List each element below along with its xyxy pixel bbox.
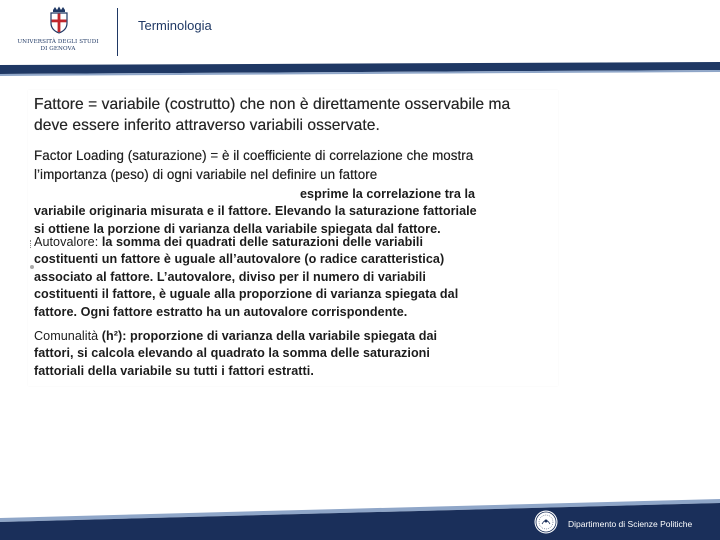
text-line: la somma dei quadrati delle saturazioni delle variabili (98, 235, 424, 249)
scan-artifact (30, 265, 34, 269)
text-line: costituenti il fattore, è uguale alla proporzione di varianza spiegata dal (34, 287, 459, 302)
text-line: fattore. Ogni fattore estratto ha un autovalore corrispondente. (34, 304, 408, 319)
university-name-line2: DI GENOVA (40, 46, 76, 52)
text-line: (h²): proporzione di varianza della variabile spiegata dai (98, 329, 438, 343)
text-line: variabile originaria misurata e il fattore. Elevando la saturazione fattoriale (34, 204, 477, 219)
header (0, 0, 720, 70)
text-line: esprime la correlazione tra la (300, 187, 476, 201)
university-logo (8, 6, 108, 60)
text-line: fattoriali della variabile su tutti i fattori estratti. (34, 363, 314, 378)
text-line: associato al fattore. L’autovalore, diviso per il numero di variabili (34, 269, 426, 284)
header-divider (117, 8, 118, 56)
university-name-line1: UNIVERSITÀ DEGLI STUDI (17, 39, 99, 45)
term-label: Comunalità (34, 329, 99, 343)
seal-icon (534, 510, 558, 534)
text-line: Factor Loading (saturazione) = è il coefficiente di correlazione che mostra (34, 148, 474, 163)
header-stripe (0, 62, 720, 78)
footer-stripe (0, 494, 720, 540)
definition-comunalita (34, 328, 554, 380)
footer (0, 494, 720, 540)
text-line: costituenti un fattore è uguale all’autovalore (o radice caratteristica) (34, 252, 445, 267)
text-line: l’importanza (peso) di ogni variabile nel definire un fattore (34, 167, 378, 182)
definition-correlation (34, 186, 554, 238)
text-line: si ottiene la porzione di varianza della variabile spiegata dal fattore. (34, 221, 441, 236)
department-name: Dipartimento di Scienze Politiche (568, 519, 693, 529)
page-title: Terminologia (138, 18, 212, 33)
definition-fattore (34, 94, 554, 136)
text-line: Fattore = variabile (costrutto) che non è direttamente osservabile ma (34, 96, 511, 113)
scan-artifact (30, 240, 34, 248)
crest-icon (48, 6, 70, 34)
text-line: fattori, si calcola elevando al quadrato la somma delle saturazioni (34, 346, 430, 361)
term-label: Autovalore: (34, 235, 99, 249)
definition-autovalore (34, 234, 554, 321)
content-panel (28, 90, 558, 386)
text-line: deve essere inferito attraverso variabili osservate. (34, 117, 380, 134)
university-name (8, 39, 108, 53)
definition-factor-loading (34, 146, 554, 184)
